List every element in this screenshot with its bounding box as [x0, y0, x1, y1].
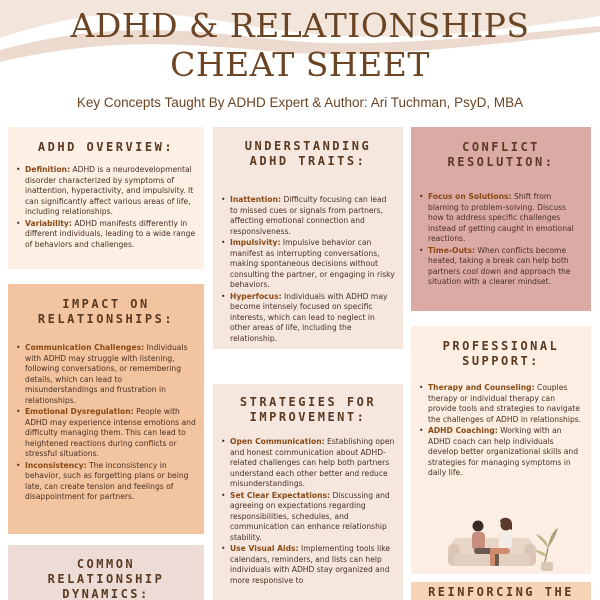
card-strategies-for-improvement: [213, 384, 403, 600]
list-item: • Focus on Solutions: Shift from blaming to problem-solving. Discuss how to address specific challenges instead of getting caught in emotional reactions.: [419, 192, 583, 245]
title-line-2: CHEAT SHEET: [170, 45, 430, 84]
list-item: • Inconsistency: The inconsistency in behavior, such as forgetting plans or being late, can create tension and feelings of disappointment for partners.: [16, 461, 196, 503]
subtitle: Key Concepts Taught By ADHD Expert & Author: Ari Tuchman, PsyD, MBA: [76, 95, 524, 110]
list-item: • Definition: ADHD is a neurodevelopmental disorder characterized by symptoms of inattention, hyperactivity, and impulsivity. It can significantly affect various areas of life, including relationships.: [16, 165, 196, 218]
card-title: ADHD OVERVIEW:: [37, 140, 175, 154]
bullet-list: [221, 437, 395, 586]
bullet-list: [16, 343, 196, 503]
list-item: • Therapy and Counseling: Couples therapy or individual therapy can provide tools and strategies to navigate the challenges of ADHD in relationships.: [419, 383, 583, 425]
list-item: • Inattention: Difficulty focusing can lead to missed cues or signals from partners, affecting emotional connection and responsiveness.: [221, 195, 395, 237]
card-title: COMMON RELATIONSHIP DYNAMICS:: [47, 557, 165, 600]
couple-on-sofa-illustration: [446, 508, 564, 572]
card-understanding-adhd-traits: [213, 127, 403, 349]
list-item: • Emotional Dysregulation: People with ADHD may experience intense emotions and difficulty managing them. This can lead to heightened reactions during conflicts or stressful situations.: [16, 407, 196, 460]
card-title: REINFORCING THE: [428, 585, 574, 599]
list-item: • Hyperfocus: Individuals with ADHD may become intensely focused on specific interests, which can lead to neglect in other areas of life, including the relationship.: [221, 292, 395, 345]
list-item: • Use Visual Aids: Implementing tools like calendars, reminders, and lists can help individuals with ADHD stay organized and more responsive to: [221, 544, 395, 586]
card-impact-on-relationships: [8, 284, 204, 534]
card-conflict-resolution: [411, 127, 591, 311]
card-title: CONFLICT RESOLUTION:: [447, 140, 555, 169]
card-adhd-overview: [8, 127, 204, 269]
list-item: • ADHD Coaching: Working with an ADHD coach can help individuals develop better organizational skills and strategies for managing symptoms in daily life.: [419, 426, 583, 479]
card-title: PROFESSIONAL SUPPORT:: [442, 339, 560, 368]
list-item: • Time-Outs: When conflicts become heated, taking a break can help both partners cool down and approach the situation with a clearer mindset.: [419, 246, 583, 288]
bullet-list: [221, 195, 395, 344]
card-title: IMPACT ON RELATIONSHIPS:: [37, 297, 175, 326]
card-reinforcing: [411, 582, 591, 600]
list-item: • Open Communication: Establishing open and honest communication about ADHD-related challenges can help both partners understand each other better and reduce misunderstandings.: [221, 437, 395, 490]
list-item: • Set Clear Expectations: Discussing and agreeing on expectations regarding responsibilities, schedules, and communication can enhance relationship stability.: [221, 491, 395, 544]
list-item: • Impulsivity: Impulsive behavior can manifest as interrupting conversations, making spontaneous decisions without consulting the partner, or engaging in risky behaviors.: [221, 238, 395, 291]
card-common-relationship-dynamics: [8, 545, 204, 600]
bullet-list: [16, 165, 196, 250]
card-title: STRATEGIES FOR IMPROVEMENT:: [239, 395, 377, 424]
list-item: • Variability: ADHD manifests differently in different individuals, leading to a wide range of behaviors and challenges.: [16, 219, 196, 251]
bullet-list: [419, 383, 583, 479]
title-line-1: ADHD & RELATIONSHIPS: [70, 6, 530, 45]
bullet-list: [419, 192, 583, 288]
list-item: • Communication Challenges: Individuals with ADHD may struggle with listening, following conversations, or remembering details, which can lead to misunderstandings and frustration in relationships.: [16, 343, 196, 406]
card-title: UNDERSTANDING ADHD TRAITS:: [244, 139, 372, 168]
